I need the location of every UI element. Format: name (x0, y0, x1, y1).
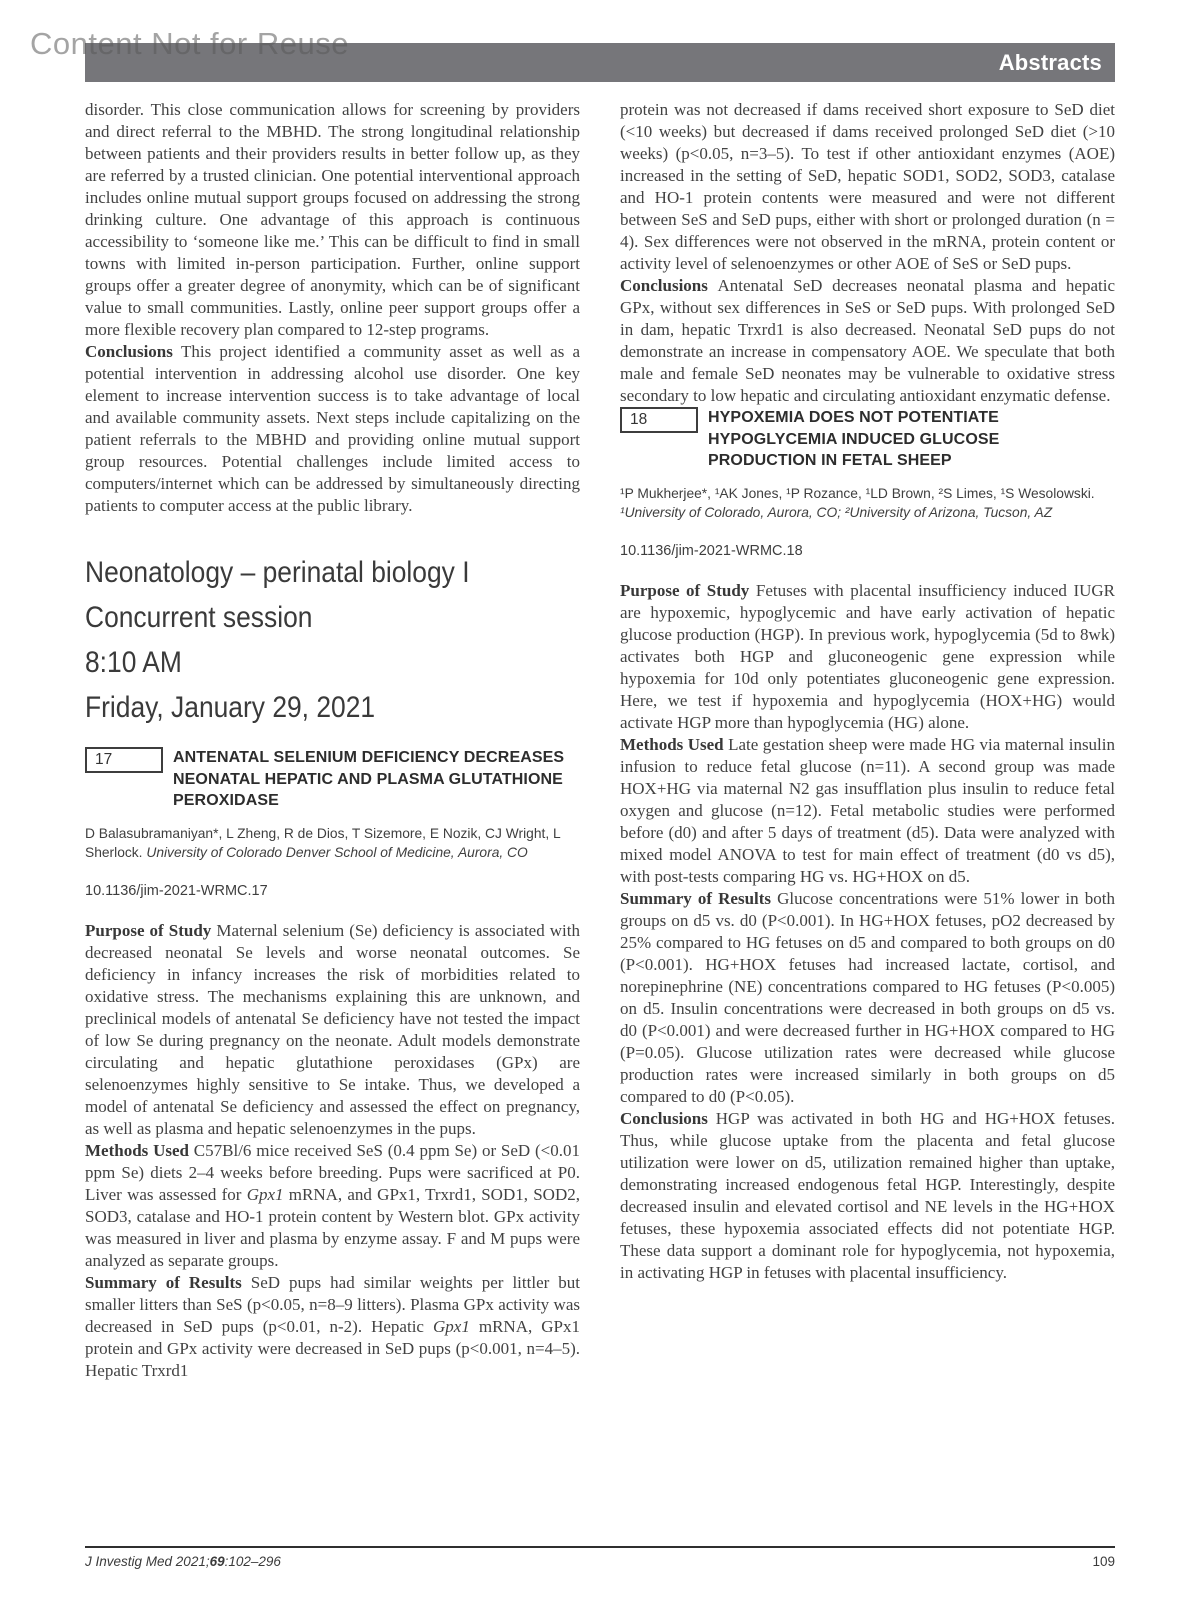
continued-abstract-text (85, 99, 580, 517)
paragraph-label: Summary of Results (620, 888, 778, 908)
paragraph: Conclusions This project identified a community asset as well as a potential intervention in addressing alcohol use disorder. One key element to increase intervention success is to take advantage of local and available community assets. Next steps include capitalizing on the patient referrals to the MBHD and providing online mutual support group resources. Potential challenges include limited access to computers/internet which can be addressed by simultaneously directing patients to computer access at the public library. (85, 342, 580, 515)
paragraph: Conclusions Antenatal SeD decreases neonatal plasma and hepatic GPx, without sex differences in SeS or SeD pups. With prolonged SeD in dam, hepatic Trxrd1 is also decreased. Neonatal SeD pups do not demonstrate an increase in compensatory AOE. We speculate that both male and female SeD neonates may be vulnerable to oxidative stress secondary to low hepatic and circulating antioxidant enzymatic defense. (620, 276, 1115, 405)
abstract-number-box: 18 (620, 407, 698, 433)
author-names: D Balasubramaniyan*, L Zheng, R de Dios, T Sizemore, E Nozik, CJ Wright, L Sherlock. (85, 825, 561, 860)
footer (85, 1554, 1115, 1569)
right-column (620, 99, 1115, 1284)
paragraph-label: Conclusions (620, 1108, 716, 1128)
continued-abstract-text (620, 99, 1115, 407)
paragraph-label: Conclusions (85, 342, 182, 361)
session-subtitle: Concurrent session (85, 601, 313, 634)
left-column (85, 99, 580, 1382)
watermark: Content Not for Reuse (30, 26, 349, 61)
paragraph-label: Methods Used (620, 734, 729, 754)
abstract-18-body (620, 580, 1115, 1284)
footer-rule (85, 1546, 1115, 1548)
authors-line (620, 484, 1115, 522)
page-number: 109 (1092, 1554, 1115, 1569)
paragraph: Summary of Results Glucose concentrations were 51% lower in both groups on d5 vs. d0 (P<0.001). In HG+HOX fetuses, pO2 decreased by 25% compared to HG fetuses on d5 and compared to both groups on d0 (P<0.001). HG+HOX fetuses had increased lactate, cortisol, and norepinephrine (NE) concentrations compared to HG fetuses (P<0.005) on d5. Insulin concentrations were decreased in both groups on d5 vs. d0 (P<0.001) and were decreased further in HG+HOX compared to HG (P=0.05). Glucose utilization rates were decreased while glucose production rates were increased similarly in both groups on d5 compared to d0 (P<0.05). (620, 888, 1115, 1106)
doi-text: 10.1136/jim-2021-WRMC.17 (85, 882, 268, 899)
paragraph: Purpose of Study Fetuses with placental insufficiency induced IUGR are hypoxemic, hypoglycemic and have early activation of hepatic glucose production (HGP). In previous work, hypoglycemia (5d to 8wk) activates both HGP and gluconeogenic gene expression while hypoxemia for 10d only potentiates gluconeogenic gene expression. Here, we test if hypoxemia and hypoglycemia (HOX+HG) would activate HGP more than hypoglycemia (HG) alone. (620, 580, 1116, 732)
paragraph-label: Methods Used (85, 1140, 194, 1160)
paragraph: disorder. This close communication allows for screening by providers and direct referral to the MBHD. The strong longitudinal relationship between patients and their providers results in better follow up, as they are referred by a trusted clinician. One potential interventional approach includes online mutual support groups focused on addressing the strong drinking culture. One advantage of this approach is continuous accessibility to ‘someone like me.’ This can be difficult to find in small towns with limited in-person participation. Further, online support groups offer a greater degree of anonymity, which can be of significant value to small communities. Lastly, online peer support groups offer a more flexible recovery plan compared to 12-step programs. (85, 100, 580, 339)
abstract-title: HYPOXEMIA DOES NOT POTENTIATE HYPOGLYCEMIA INDUCED GLUCOSE PRODUCTION IN FETAL SHEEP (708, 409, 1000, 469)
header-title: Abstracts (998, 49, 1102, 75)
session-title: Neonatology – perinatal biology I (85, 556, 470, 589)
session-date: Friday, January 29, 2021 (85, 691, 376, 724)
journal-name: J Investig Med (85, 1554, 173, 1569)
abstract-title: ANTENATAL SELENIUM DEFICIENCY DECREASES NEONATAL HEPATIC AND PLASMA GLUTATHIONE PEROXIDASE (173, 749, 565, 809)
abstract-17-header (85, 747, 580, 812)
abstract-17-body (85, 920, 580, 1382)
paragraph: Purpose of Study Maternal selenium (Se) deficiency is associated with decreased neonatal Se levels and worse neonatal outcomes. Se deficiency in infancy increases the risk of morbidities related to oxidative stress. The mechanisms explaining this are unknown, and preclinical models of antenatal Se deficiency have not tested the impact of low Se during pregnancy on the neonate. Adult models demonstrate circulating and hepatic glutathione peroxidases (GPx) are selenoenzymes highly sensitive to Se intake. Thus, we developed a model of antenatal Se deficiency and assessed the effect on pregnancy, as well as plasma and hepatic selenoenzymes in the pups. (85, 920, 580, 1138)
paragraph: protein was not decreased if dams received short exposure to SeD diet (<10 weeks) but decreased if dams received prolonged SeD diet (>10 weeks) (p<0.05, n=3–5). To test if other antioxidant enzymes (AOE) increased in the setting of SeD, hepatic SOD1, SOD2, SOD3, catalase and HO-1 protein contents were measured and were not different between SeS and SeD pups, either with short or prolonged duration (n = 4). Sex differences were not observed in the mRNA, protein content or activity level of selenoenzymes or other AOE of SeS or SeD pups. (620, 100, 1115, 273)
paragraph: Methods Used Late gestation sheep were made HG via maternal insulin infusion to reduce fetal glucose (n=11). A second group was made HOX+HG via maternal N2 gas insufflation plus insulin to reduce fetal oxygen and glucose (n=12). Fetal metabolic studies were performed before (d0) and after 5 days of treatment (d5). Data were analyzed with mixed model ANOVA to test for main effect of treatment (d0 vs d5), with post-tests comparing HG vs. HG+HOX on d5. (620, 734, 1116, 886)
doi-text: 10.1136/jim-2021-WRMC.18 (620, 542, 803, 559)
paragraph: Methods Used C57Bl/6 mice received SeS (0.4 ppm Se) or SeD (<0.01 ppm Se) diets 2–4 weeks before breeding. Pups were sacrificed at P0. Liver was assessed for Gpx1 mRNA, and GPx1, Trxrd1, SOD1, SOD2, SOD3, catalase and HO-1 protein content by Western blot. GPx activity was measured in liver and plasma by enzyme assay. F and M pups were analyzed as separate groups. (85, 1140, 580, 1270)
paragraph-label: Purpose of Study (85, 920, 217, 940)
author-affiliation: University of Colorado Denver School of Medicine, Aurora, CO (146, 844, 528, 860)
paragraph: Conclusions HGP was activated in both HG and HG+HOX fetuses. Thus, while glucose uptake from the placenta and fetal glucose utilization were lower on d5, utilization remained higher than uptake, demonstrating increased endogenous fetal HGP. Interestingly, despite decreased insulin and elevated cortisol and NE levels in the HG+HOX fetuses, these hypoxemia associated effects did not potentiate HGP. These data support a dominant role for hypoglycemia, not hypoxemia, in activating HGP in fetuses with placental insufficiency. (620, 1108, 1116, 1282)
session-block (85, 557, 580, 723)
abstract-number-box: 17 (85, 747, 163, 773)
author-affiliation: ¹University of Colorado, Aurora, CO; ²University of Arizona, Tucson, AZ (620, 504, 1053, 520)
paragraph: Summary of Results SeD pups had similar weights per littler but smaller litters than SeS (p<0.05, n=8–9 litters). Plasma GPx activity was decreased in SeD pups (p<0.01, n-2). Hepatic Gpx1 mRNA, GPx1 protein and GPx activity were decreased in SeD pups (p<0.001, n=4–5). Hepatic Trxrd1 (85, 1272, 580, 1380)
author-names: ¹P Mukherjee*, ¹AK Jones, ¹P Rozance, ¹LD Brown, ²S Limes, ¹S Wesolowski. (620, 485, 1095, 501)
abstract-18-header (620, 407, 1115, 472)
paragraph-label: Purpose of Study (620, 580, 756, 600)
session-time: 8:10 AM (85, 646, 182, 679)
volume-number: 69 (209, 1554, 225, 1569)
authors-line (85, 824, 580, 862)
paragraph-label: Conclusions (620, 276, 718, 295)
paragraph-label: Summary of Results (85, 1272, 251, 1292)
journal-citation: J Investig Med 2021;69:102–296 (85, 1554, 281, 1569)
